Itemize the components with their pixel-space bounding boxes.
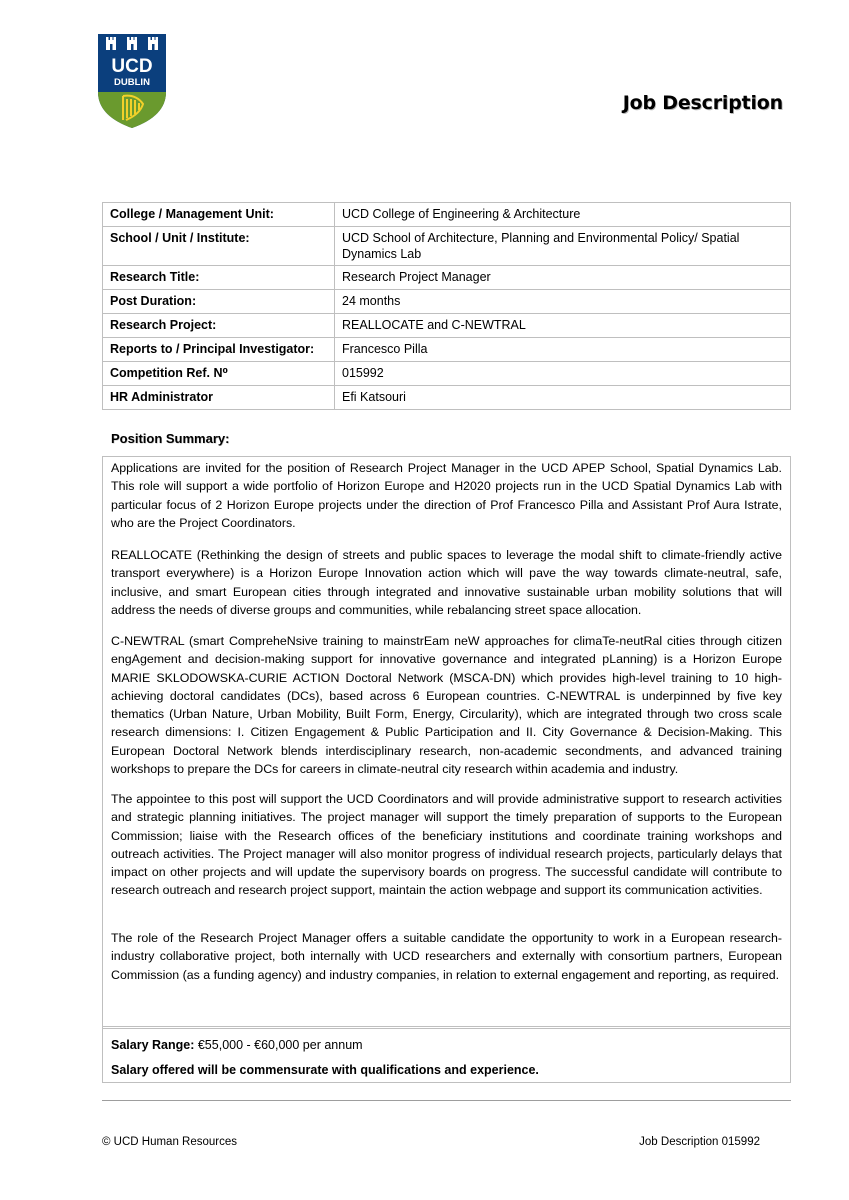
job-info-table [102, 202, 791, 410]
salary-box [102, 1026, 791, 1083]
row-label: College / Management Unit: [103, 203, 335, 227]
summary-paragraph: The appointee to this post will support the UCD Coordinators and will provide administrative support to research activities and strategic planning initiatives. The project manager will support the timely preparation of supports to the European Commission; liaise with the Research offices of the beneficiary institutions and coordinate training workshops and outreach activities. The Project manager will also monitor progress of individual research projects, particularly delays that impact on other projects and will update the supervisory boards on progress. The successful candidate will contribute to research outreach and research project support, maintain the action webpage and support its communication activities. [111, 792, 782, 898]
summary-paragraph: Applications are invited for the position of Research Project Manager in the UCD APEP School, Spatial Dynamics Lab. This role will support a wide portfolio of Horizon Europe and H2020 projects run in the UCD Spatial Dynamics Lab with particular focus of 2 Horizon Europe projects under the direction of Prof Francesco Pilla and Assistant Prof Aura Istrate, who are the Project Coordinators. [111, 461, 782, 530]
table-row [103, 314, 791, 338]
row-label: Reports to / Principal Investigator: [103, 338, 335, 362]
footer-doc-ref: Job Description 015992 [639, 1136, 760, 1148]
summary-paragraph: C-NEWTRAL (smart CompreheNsive training to mainstrEam neW approaches for climaTe-neutRal cities through citizen engAgement and decision-making support for innovative governance and integrated pLanning) is a Horizon Europe MARIE SKLODOWSKA-CURIE ACTION Doctoral Network (MSCA-DN) which provides high-level training to 10 high-achieving doctoral candidates (DCs), based across 6 European countries. C-NEWTRAL is underpinned by five key thematics (Urban Nature, Urban Mobility, Built Form, Energy, Circularity), which are integrated through two cross scale research dimensions: I. Citizen Engagement & Public Participation and II. City Governance & Decision-Making. This European Doctoral Network blends interdisciplinary research, non-academic secondments, and advanced training workshops to prepare the DCs for careers in climate-neutral city research within academia and industry. [111, 634, 782, 777]
row-value: 015992 [335, 362, 791, 386]
table-row [103, 203, 791, 227]
row-label: HR Administrator [103, 386, 335, 410]
salary-label: Salary Range: [111, 1038, 195, 1052]
footer-copyright: © UCD Human Resources [102, 1136, 238, 1148]
row-label: Post Duration: [103, 290, 335, 314]
row-value: Francesco Pilla [335, 338, 791, 362]
footer-divider [102, 1100, 791, 1101]
table-row [103, 386, 791, 410]
position-summary-box [102, 456, 791, 1029]
row-label: Competition Ref. N⁰ [103, 362, 335, 386]
table-row [103, 290, 791, 314]
salary-range [111, 1038, 363, 1052]
logo-text-ucd: UCD [111, 56, 153, 77]
row-value: 24 months [335, 290, 791, 314]
row-label: Research Title: [103, 266, 335, 290]
table-row [103, 227, 791, 266]
row-value: Research Project Manager [335, 266, 791, 290]
row-label: Research Project: [103, 314, 335, 338]
position-summary-heading: Position Summary: [111, 431, 230, 446]
row-value: REALLOCATE and C-NEWTRAL [335, 314, 791, 338]
salary-note: Salary offered will be commensurate with qualifications and experience. [111, 1063, 539, 1077]
row-label: School / Unit / Institute: [103, 227, 335, 266]
ucd-logo [96, 30, 168, 130]
summary-paragraph: REALLOCATE (Rethinking the design of streets and public spaces to leverage the modal shift to climate-friendly active transport everywhere) is a Horizon Europe Innovation action which will pave the way towards climate-neutral, safe, inclusive, and smart European cities through integrated and innovative sustainable urban mobility solutions that will address the needs of diverse groups and communities, while rebalancing street space allocation. [111, 548, 782, 617]
row-value: Efi Katsouri [335, 386, 791, 410]
row-value: UCD School of Architecture, Planning and Environmental Policy/ Spatial Dynamics Lab [335, 227, 791, 266]
table-row [103, 362, 791, 386]
salary-value: €55,000 - €60,000 per annum [197, 1038, 363, 1052]
row-value: UCD College of Engineering & Architecture [335, 203, 791, 227]
page-title: Job Description [622, 92, 783, 114]
logo-text-dublin: DUBLIN [114, 77, 150, 88]
table-row [103, 338, 791, 362]
summary-paragraph: The role of the Research Project Manager offers a suitable candidate the opportunity to work in a European research-industry collaborative project, both internally with UCD researchers and externally with consortium partners, European Commission (as a funding agency) and industry companies, in relation to external engagement and reporting, as required. [111, 931, 782, 982]
table-row [103, 266, 791, 290]
